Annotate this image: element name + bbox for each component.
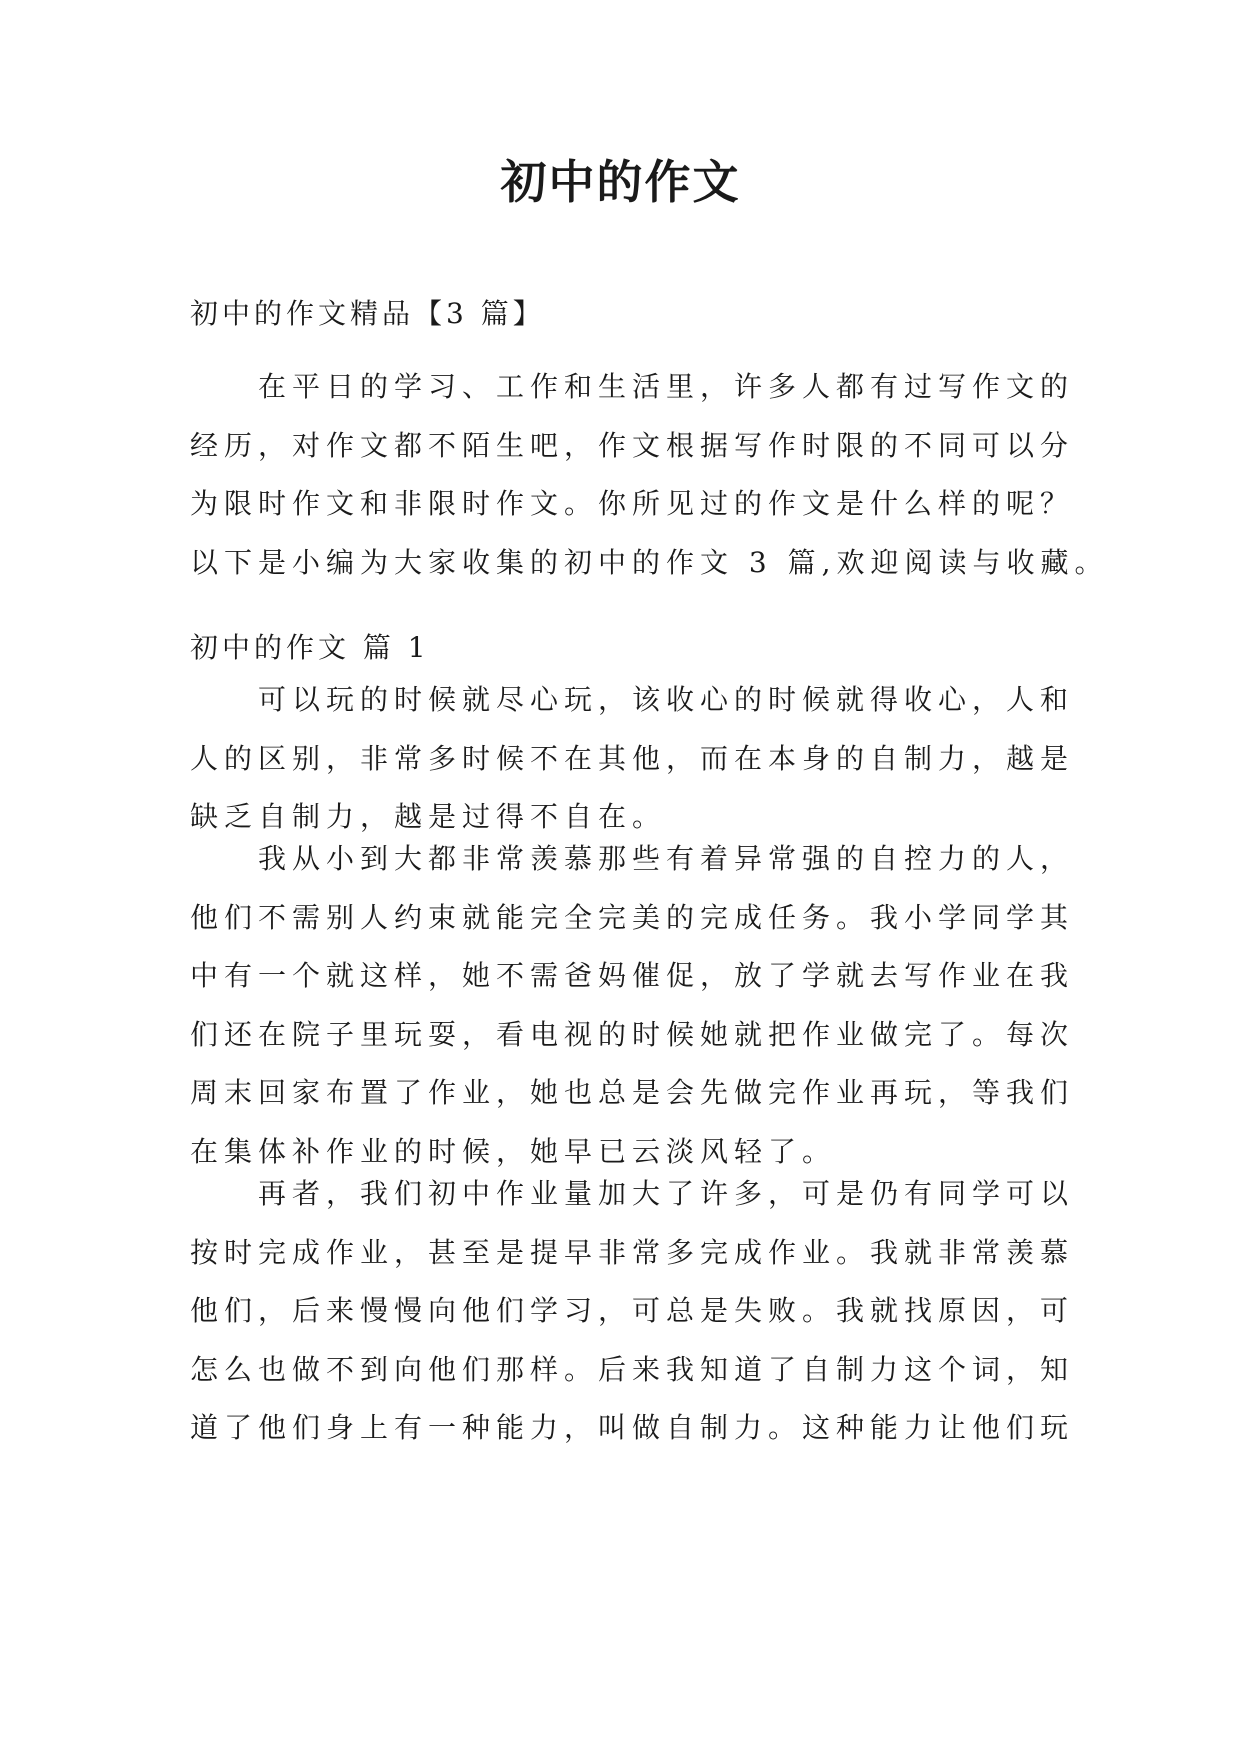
paragraph-line: 在集体补作业的时候，她早已云淡风轻了。 <box>190 1134 837 1168</box>
intro-line: 在平日的学习、工作和生活里，许多人都有过写作文的 <box>258 370 1075 403</box>
body-paragraph <box>190 830 1075 1181</box>
paragraph-line: 怎么也做不到向他们那样。后来我知道了自制力这个词，知 <box>190 1352 1075 1386</box>
paragraph-line: 中有一个就这样，她不需爸妈催促，放了学就去写作业在我 <box>190 959 1075 992</box>
paragraph-line: 缺乏自制力，越是过得不自在。 <box>190 800 667 833</box>
paragraph-line: 人的区别，非常多时候不在其他，而在本身的自制力，越是 <box>190 741 1075 775</box>
intro-line: 经历，对作文都不陌生吧，作文根据写作时限的不同可以分 <box>190 428 1075 462</box>
document-title: 初中的作文 <box>500 155 741 209</box>
body-paragraph <box>190 1165 1075 1458</box>
document-subtitle: 初中的作文精品【3 篇】 <box>190 297 545 330</box>
paragraph-line: 们还在院子里玩耍，看电视的时候她就把作业做完了。每次 <box>190 1017 1075 1051</box>
paragraph-line: 他们，后来慢慢向他们学习，可总是失败。我就找原因，可 <box>190 1294 1075 1327</box>
body-paragraph <box>190 671 1075 847</box>
paragraph-line: 可以玩的时候就尽心玩，该收心的时候就得收心，人和 <box>258 683 1075 716</box>
paragraph-line: 道了他们身上有一种能力，叫做自制力。这种能力让他们玩 <box>190 1411 1075 1444</box>
paragraph-line: 再者，我们初中作业量加大了许多，可是仍有同学可以 <box>258 1177 1075 1210</box>
paragraph-line: 按时完成作业，甚至是提早非常多完成作业。我就非常羡慕 <box>190 1235 1075 1269</box>
intro-paragraph <box>190 358 1109 592</box>
intro-line: 以下是小编为大家收集的初中的作文 3 篇,欢迎阅读与收藏。 <box>190 545 1109 579</box>
paragraph-line: 我从小到大都非常羡慕那些有着异常强的自控力的人， <box>258 842 1075 875</box>
paragraph-line: 他们不需别人约束就能完全完美的完成任务。我小学同学其 <box>190 900 1075 934</box>
intro-line: 为限时作文和非限时作文。你所见过的作文是什么样的呢？ <box>190 487 1075 520</box>
paragraph-line: 周末回家布置了作业，她也总是会先做完作业再玩，等我们 <box>190 1076 1075 1109</box>
section-heading: 初中的作文 篇 1 <box>190 631 430 664</box>
